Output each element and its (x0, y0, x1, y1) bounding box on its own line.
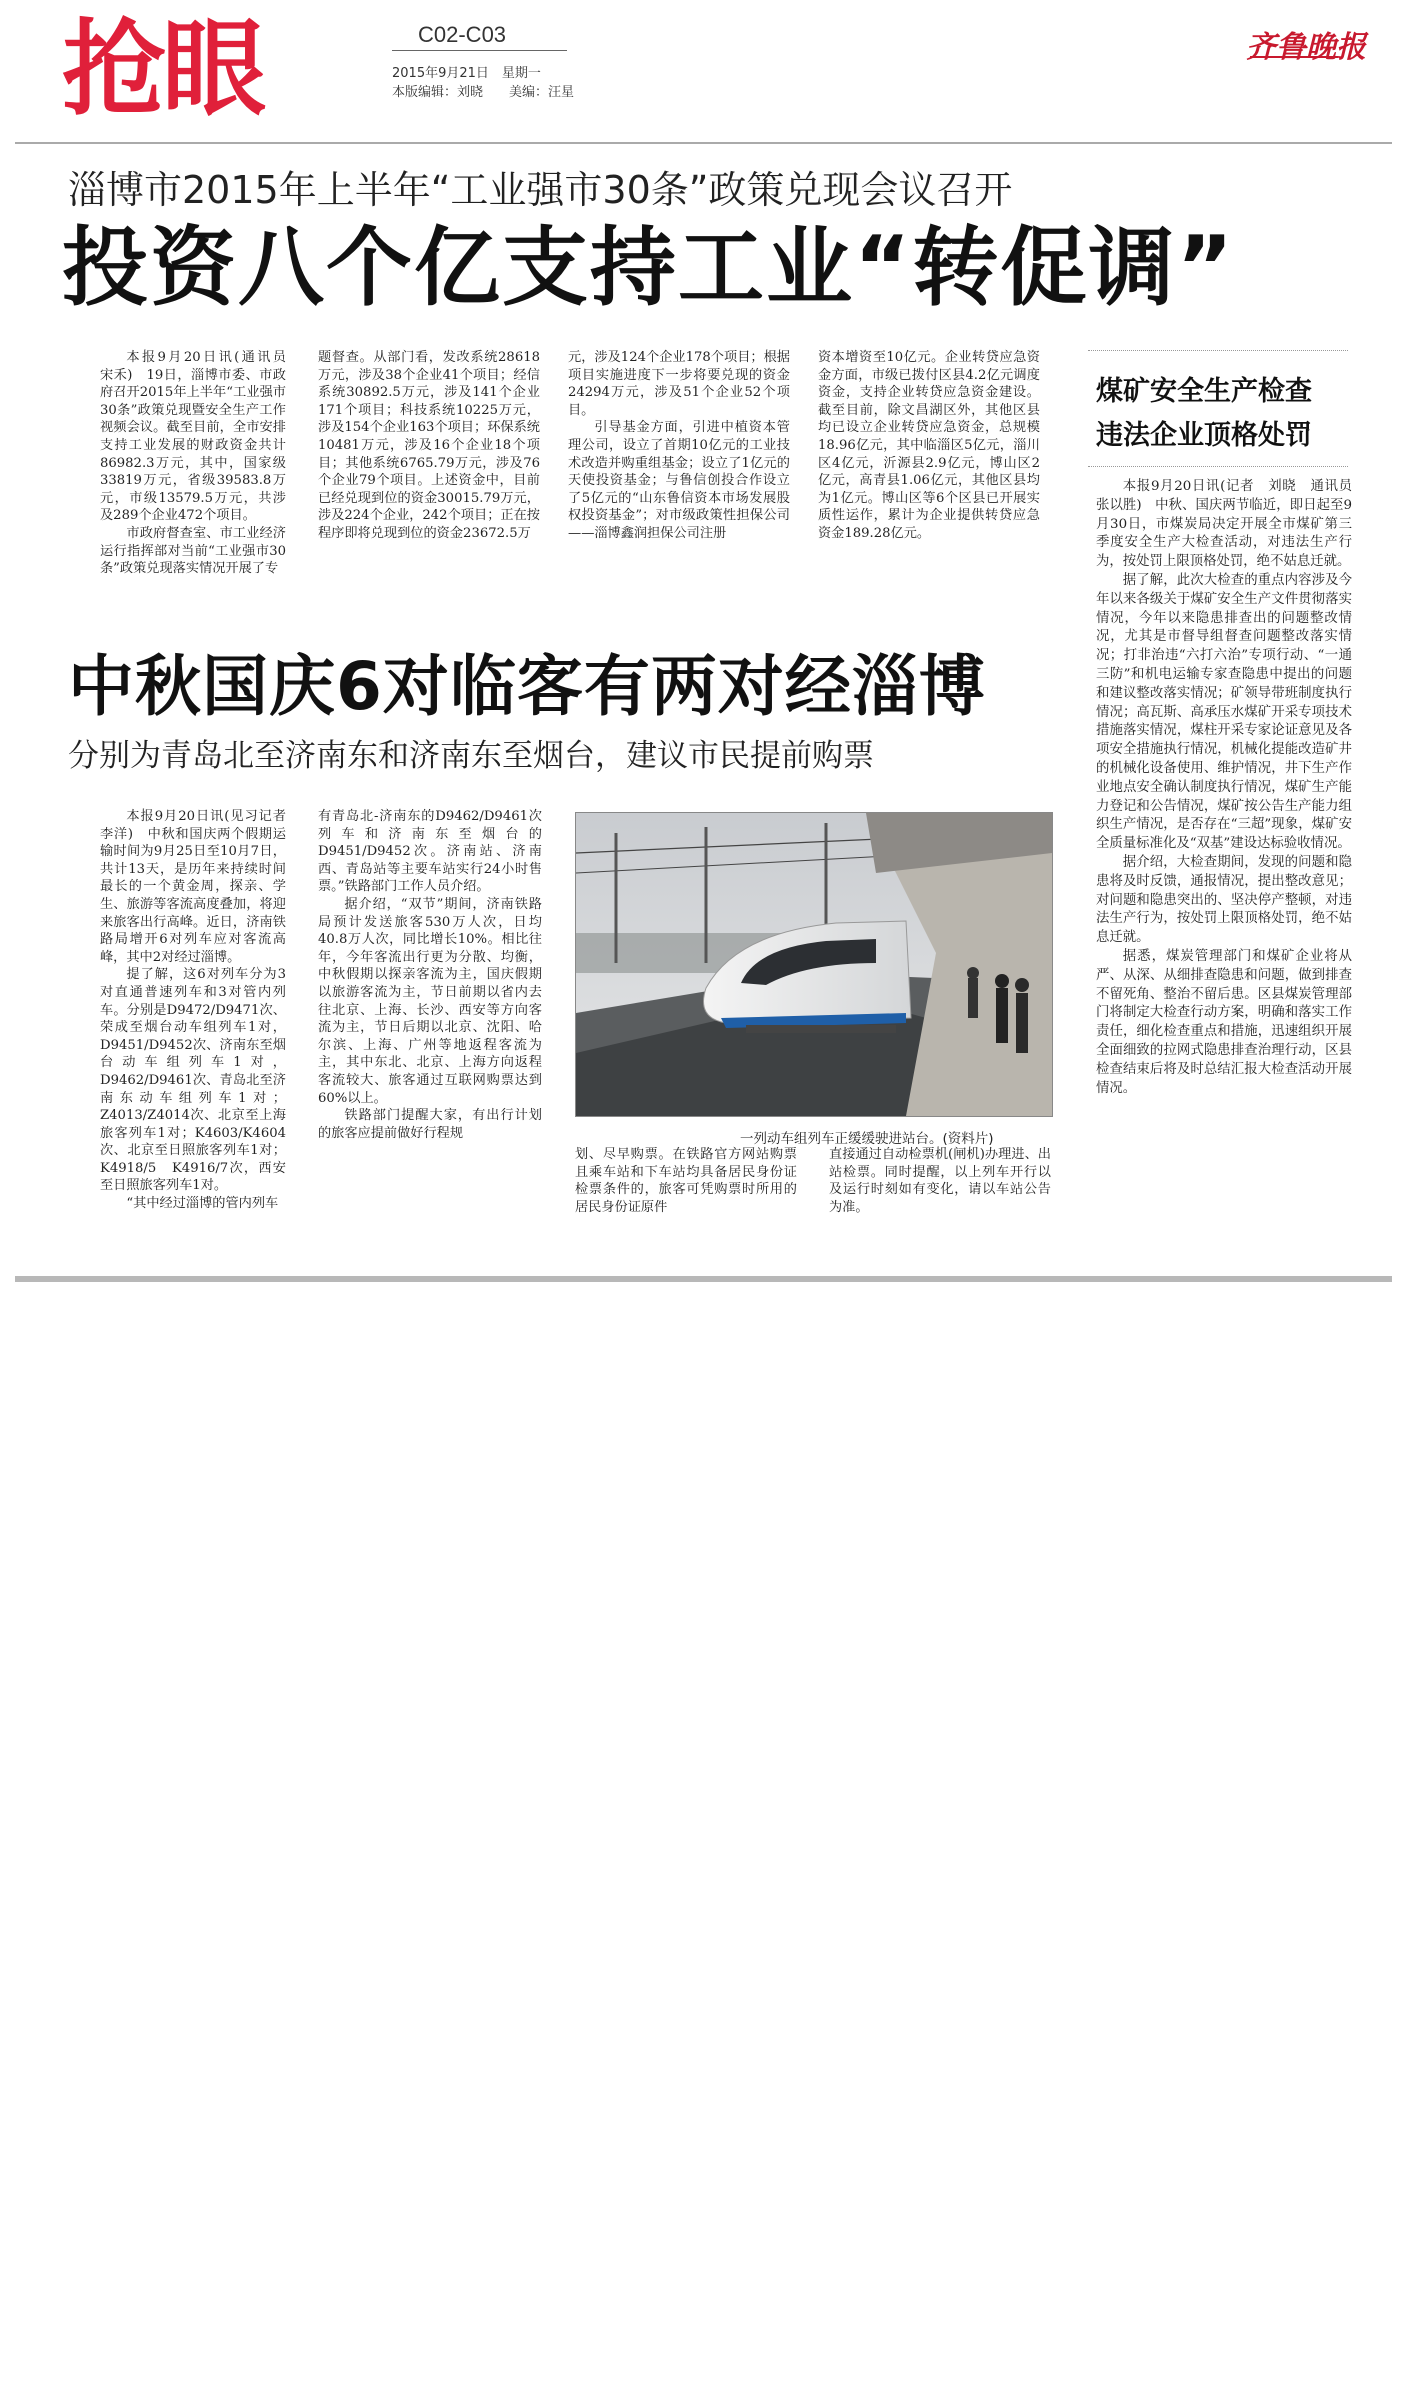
sidebar-head-rule (1088, 466, 1348, 467)
story2-column-1 (100, 808, 300, 1248)
paragraph: 据了解，此次大检查的重点内容涉及今年以来各级关于煤矿安全生产文件贯彻落实情况，今年以来隐患排查出的问题整改情况，尤其是市督导组督查问题整改落实情况；打非治违“六打六治”专项行动、“一通三防”和机电运输专家查隐患中提出的问题和建议整改落实情况；矿领导带班制度执行情况；高瓦斯、高承压水煤矿开采专项技术措施落实情况，煤柱开采专家论证意见及各项安全措施执行情况，机械化提能改造矿井的机械化设备使用、维护情况，井下生产作业地点安全确认制度执行情况，煤矿生产能力登记和公告情况，煤矿按公告生产能力组织生产情况，是否存在“三超”现象，煤矿安全质量标准化及“双基”建设达标验收情况。 (1096, 572, 1352, 852)
story2-headline: 中秋国庆6对临客有两对经淄博 (68, 648, 986, 725)
story1-headline: 投资八个亿支持工业“转促调” (62, 218, 1236, 318)
sidebar-headline-line1: 煤矿安全生产检查 (1096, 376, 1312, 407)
editor-line: 本版编辑：刘晓 美编：汪星 (392, 85, 575, 100)
story1-column-1 (100, 349, 300, 599)
paragraph: 资本增资至10亿元。企业转贷应急资金方面，市级已拨付区县4.2亿元调度资金，支持企业转贷应急资金建设。截至目前，除文昌湖区外，其他区县均已设立企业转贷应急资金，总规模18.96亿元，其中临淄区5亿元，淄川区4亿元，沂源县2.9亿元，博山区2亿元，高青县1.06亿元，其他区县均为1亿元。博山区等6个区县已开展实质性运作，累计为企业提供转贷应急资金189.28亿元。 (818, 350, 1040, 541)
story2-kicker: 分别为青岛北至济南东和济南东至烟台，建议市民提前购票 (68, 738, 874, 774)
page-range: C02-C03 (418, 22, 507, 47)
paragraph: 市政府督查室、市工业经济运行指挥部对当前“工业强市30条”政策兑现落实情况开展了专 (100, 525, 286, 577)
story2-column-3 (575, 1146, 797, 1256)
page-bottom-rule (15, 1276, 1392, 1282)
paragraph: 本报9月20日讯(见习记者 李洋) 中秋和国庆两个假期运输时间为9月25日至10月7日，共计13天，是历年来持续时间最长的一个黄金周，探亲、学生、旅游等客流高度叠加，将迎来旅客出行高峰。近日，济南铁路局增开6对列车应对客流高峰，其中2对经过淄博。 (100, 809, 300, 965)
paragraph: 本报9月20日讯(通讯员 宋禾) 19日，淄博市委、市政府召开2015年上半年“工业强市30条”政策兑现暨安全生产工作视频会议。截至目前，全市安排支持工业发展的财政资金共计86982.3万元，其中，国家级33819万元，省级39583.8万元，市级13579.5万元，共涉及289个企业472个项目。 (100, 350, 300, 524)
paragraph: “其中经过淄博的管内列车 (126, 1196, 279, 1212)
paragraph: 题督查。从部门看，发改系统28618万元，涉及38个企业41个项目；经信系统30892.5万元，涉及141个企业171个项目；科技系统10225万元，涉及154个企业163个项目；环保系统10481万元，涉及16个企业18个项目；其他系统6765.79万元，涉及76个企业79个项目。上述资金中，目前已经兑现到位的资金30015.79万元，涉及224个企业，242个项目；正在按程序即将兑现到位的资金23672.5万 (318, 350, 540, 541)
train-photo (575, 812, 1053, 1117)
date-line: 2015年9月21日 星期一 (392, 66, 541, 81)
sidebar-top-rule (1088, 350, 1348, 351)
paragraph: 提了解，这6对列车分为3对直通普速列车和3对管内列车。分别是D9472/D9471次、荣成至烟台动车组列车1对，D9451/D9452次、济南东至烟台动车组列车1对，D9462/D9461次、青岛北至济南东动车组列车1对；Z4013/Z4014次、北京至上海旅客列车1对；K4603/K4604次、北京至日照旅客列车1对；K4918/5 K4916/7次，西安至日照旅客列车1对。 (100, 967, 286, 1194)
story1-column-4 (818, 349, 1040, 599)
paragraph: 划、尽早购票。在铁路官方网站购票且乘车站和下车站均具备居民身份证检票条件的，旅客可凭购票时所用的居民身份证原件 (575, 1147, 797, 1215)
paragraph: 元，涉及124个企业178个项目；根据项目实施进度下一步将要兑现的资金24294万元，涉及51个企业52个项目。 (568, 350, 790, 418)
story1-kicker: 淄博市2015年上半年“工业强市30条”政策兑现会议召开 (68, 168, 1013, 212)
paragraph: 引导基金方面，引进中植资本管理公司，设立了首期10亿元的工业技术改造并购重组基金；设立了1亿元的天使投资基金；与鲁信创投合作设立了5亿元的“山东鲁信资本市场发展股权投资基金”；对市级政策性担保公司——淄博鑫润担保公司注册 (568, 420, 790, 541)
paragraph: 本报9月20日讯(记者 刘晓 通讯员 张以胜) 中秋、国庆两节临近，即日起至9月30日，市煤炭局决定开展全市煤矿第三季度安全生产大检查活动，对违法生产行为，按处罚上限顶格处罚，绝不姑息迁就。 (1096, 479, 1366, 570)
story2-column-2 (318, 808, 542, 1248)
paragraph: 据介绍，大检查期间，发现的问题和隐患将及时反馈，通报情况，提出整改意见；对问题和隐患突出的、坚决停产整顿，对违法生产行为，按处罚上限顶格处罚，绝不姑息迁就。 (1096, 854, 1352, 946)
paragraph: 据介绍，“双节”期间，济南铁路局预计发送旅客530万人次，日均40.8万人次，同比增长10%。相比往年，今年客流出行更为分散、均衡，中秋假期以探亲客流为主，国庆假期以旅游客流为主，节日前期以省内去往北京、上海、长沙、西安等方向客流为主，节日后期以北京、沈阳、哈尔滨、上海、广州等地返程客流为主，其中东北、北京、上海方向返程客流较大、旅客通过互联网购票达到60%以上。 (318, 896, 542, 1106)
story1-column-3 (568, 349, 790, 599)
logo-underline (1250, 56, 1338, 58)
story2-column-4 (829, 1146, 1051, 1256)
paragraph: 铁路部门提醒大家，有出行计划的旅客应提前做好行程规 (318, 1108, 542, 1141)
paper-logo: 齐鲁晚报 (1246, 30, 1366, 65)
paragraph: 直接通过自动检票机(闸机)办理进、出站检票。同时提醒，以上列车开行以及运行时刻如有变化，请以车站公告为准。 (829, 1147, 1051, 1215)
masthead-rule (15, 142, 1392, 144)
paragraph: 据悉，煤炭管理部门和煤矿企业将从严、从深、从细排查隐患和问题，做到排查不留死角、整治不留后患。区县煤炭管理部门将制定大检查行动方案，明确和落实工作责任，细化检查重点和措施，迅速组织开展全面细致的拉网式隐患排查治理行动，区县检查结束后将及时总结汇报大检查活动开展情况。 (1096, 948, 1352, 1096)
story1-column-2 (318, 349, 540, 599)
sidebar-body (1096, 478, 1366, 1273)
photo-caption: 一列动车组列车正缓缓驶进站台。(资料片) (740, 1131, 994, 1147)
train-photo-illustration (576, 813, 1052, 1116)
paragraph: 有青岛北-济南东的D9462/D9461次列车和济南东至烟台的D9451/D9452次。济南站、济南西、青岛站等主要车站实行24小时售票。”铁路部门工作人员介绍。 (318, 809, 542, 895)
section-title: 抢眼 (62, 8, 263, 130)
sidebar-headline-line2: 违法企业顶格处罚 (1096, 420, 1312, 451)
header-divider (392, 50, 567, 51)
